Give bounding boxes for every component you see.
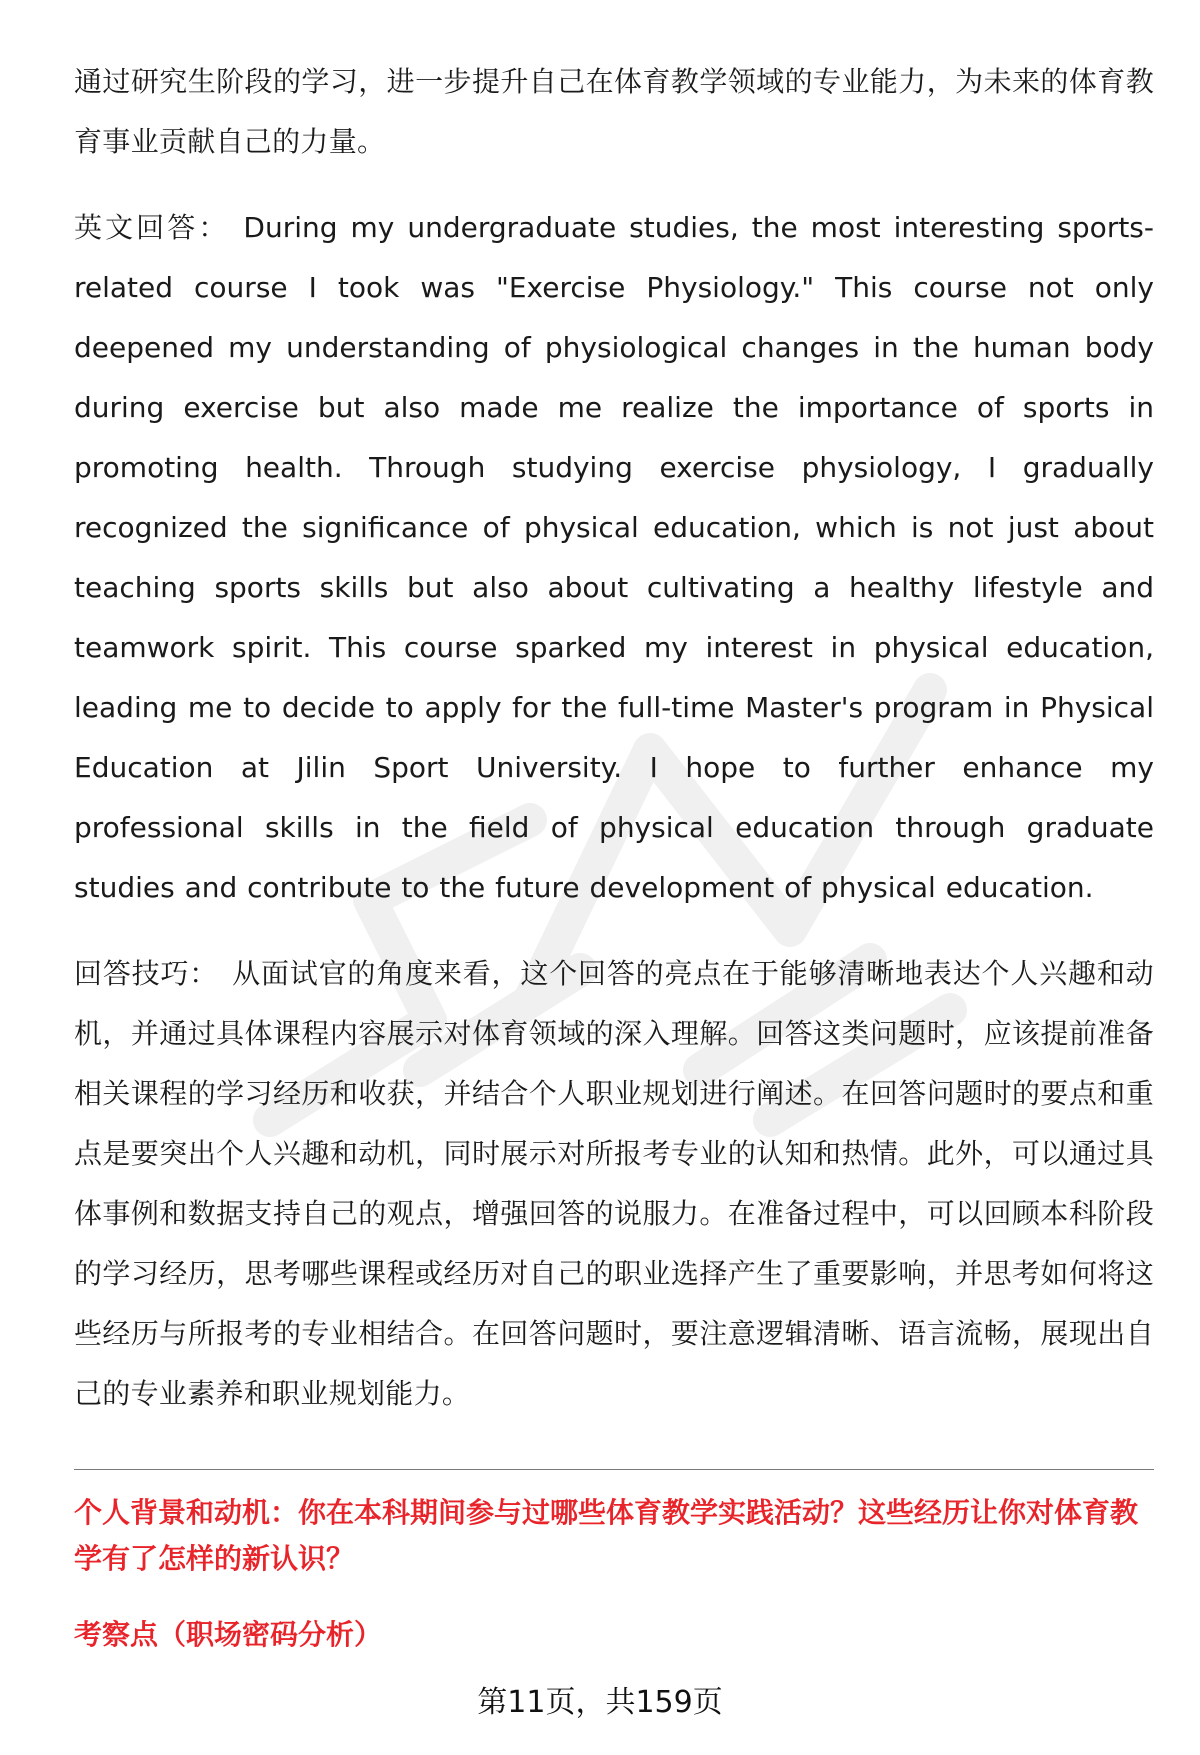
page-number: 第11页，共159页 bbox=[477, 1685, 723, 1720]
next-question-heading: 个人背景和动机：你在本科期间参与过哪些体育教学实践活动？这些经历让你对体育教学有了怎样的新认识？ bbox=[74, 1496, 1139, 1575]
answer-tips-paragraph bbox=[74, 944, 1154, 1424]
document-body bbox=[74, 52, 1154, 1424]
english-answer-text: During my undergraduate studies, the most interesting sports-related course I took was "Exercise Physiology." This course not only deepened my understanding of physiological changes in the human body during exercise but also made me realize the importance of sports in promoting health. Through studying exercise physiology, I gradually recognized the significance of physical education, which is not just about teaching sports skills but also about cultivating a healthy lifestyle and teamwork spirit. This course sparked my interest in physical education, leading me to decide to apply for the full-time Master's program in Physical Education at Jilin Sport University. I hope to further enhance my professional skills in the field of physical education through graduate studies and contribute to the future development of physical education. bbox=[74, 211, 1154, 904]
intro-paragraph: 通过研究生阶段的学习，进一步提升自己在体育教学领域的专业能力，为未来的体育教育事业贡献自己的力量。 bbox=[74, 65, 1154, 158]
section-divider bbox=[74, 1469, 1154, 1470]
answer-tips-label: 回答技巧： bbox=[74, 957, 219, 990]
assessment-points-heading: 考察点（职场密码分析） bbox=[74, 1618, 383, 1651]
english-answer-label: 英文回答： bbox=[74, 211, 230, 244]
answer-tips-text: 从面试官的角度来看，这个回答的亮点在于能够清晰地表达个人兴趣和动机，并通过具体课程内容展示对体育领域的深入理解。回答这类问题时，应该提前准备相关课程的学习经历和收获，并结合个人职业规划进行阐述。在回答问题时的要点和重点是要突出个人兴趣和动机，同时展示对所报考专业的认知和热情。此外，可以通过具体事例和数据支持自己的观点，增强回答的说服力。在准备过程中，可以回顾本科阶段的学习经历，思考哪些课程或经历对自己的职业选择产生了重要影响，并思考如何将这些经历与所报考的专业相结合。在回答问题时，要注意逻辑清晰、语言流畅，展现出自己的专业素养和职业规划能力。 bbox=[74, 957, 1154, 1410]
english-answer-paragraph bbox=[74, 198, 1154, 918]
